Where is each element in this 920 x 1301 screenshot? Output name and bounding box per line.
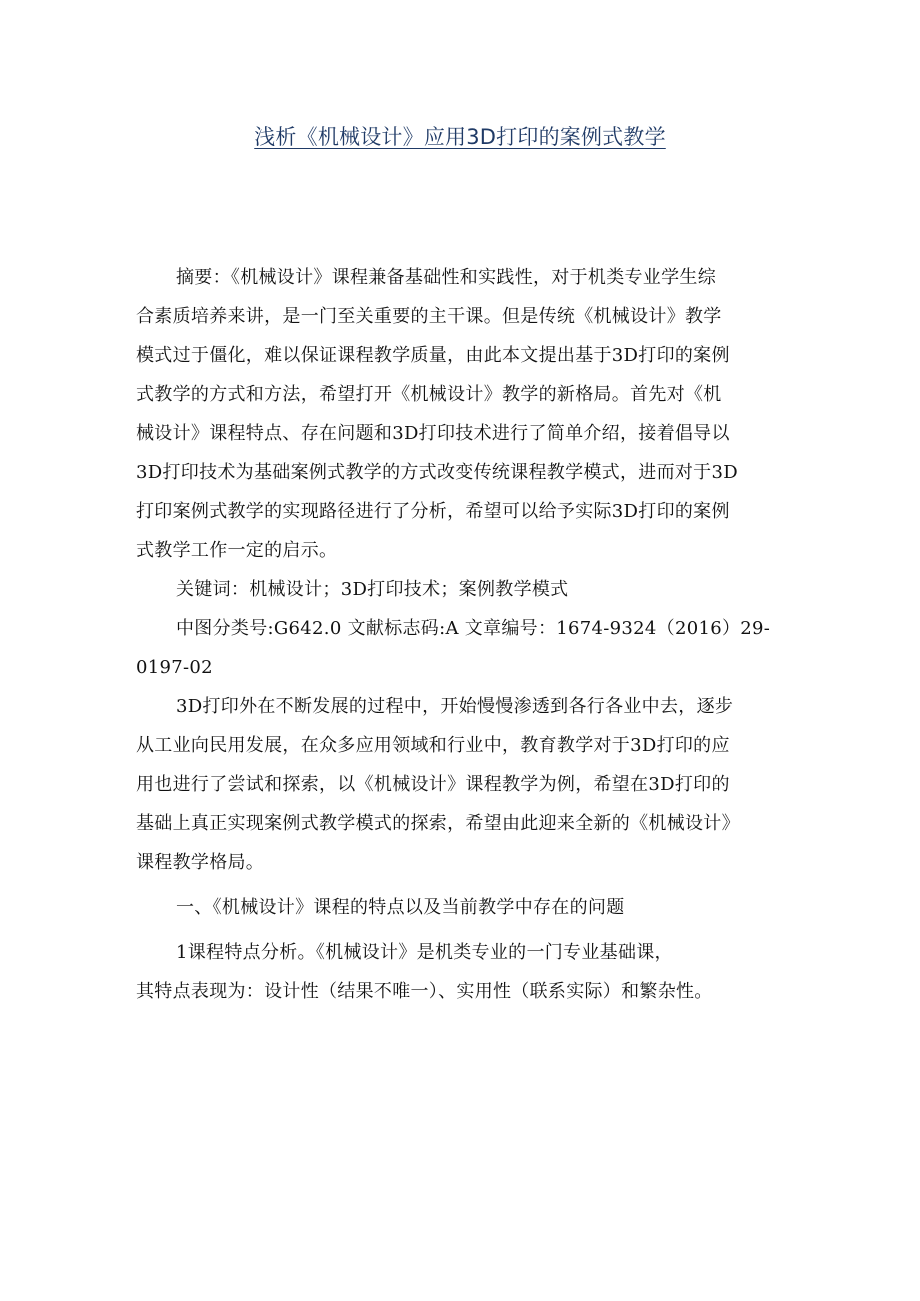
abstract-line: 合素质培养来讲，是一门至关重要的主干课。但是传统《机械设计》教学 bbox=[136, 306, 722, 327]
intro-line: 课程教学格局。 bbox=[136, 852, 265, 873]
classification-line: 中图分类号:G642.0 文献标志码:A 文章编号：1674-9324（2016）29- bbox=[176, 618, 771, 639]
abstract-line: 式教学的方式和方法，希望打开《机械设计》教学的新格局。首先对《机 bbox=[136, 384, 722, 405]
abstract-line: 模式过于僵化，难以保证课程教学质量，由此本文提出基于3D打印的案例 bbox=[136, 345, 730, 366]
intro-paragraph bbox=[136, 687, 791, 882]
abstract-line: 3D打印技术为基础案例式教学的方式改变传统课程教学模式，进而对于3D bbox=[136, 462, 738, 483]
classification-line-continued: 0197-02 bbox=[136, 657, 213, 678]
abstract-paragraph bbox=[136, 258, 791, 570]
abstract-line: 摘要：《机械设计》课程兼备基础性和实践性，对于机类专业学生综 bbox=[176, 267, 716, 288]
abstract-line: 式教学工作一定的启示。 bbox=[136, 540, 338, 561]
subsection-line: 其特点表现为：设计性（结果不唯一）、实用性（联系实际）和繁杂性。 bbox=[136, 981, 713, 1002]
document-title: 浅析《机械设计》应用3D打印的案例式教学 bbox=[254, 125, 666, 149]
document-body bbox=[136, 258, 791, 1011]
intro-line: 用也进行了尝试和探索，以《机械设计》课程教学为例，希望在3D打印的 bbox=[136, 774, 730, 795]
abstract-line: 械设计》课程特点、存在问题和3D打印技术进行了简单介绍，接着倡导以 bbox=[136, 423, 730, 444]
section-heading: 一、《机械设计》课程的特点以及当前教学中存在的问题 bbox=[176, 897, 625, 918]
intro-line: 从工业向民用发展，在众多应用领域和行业中，教育教学对于3D打印的应 bbox=[136, 735, 730, 756]
subsection-paragraph bbox=[136, 933, 791, 1011]
intro-line: 3D打印外在不断发展的过程中，开始慢慢渗透到各行各业中去，逐步 bbox=[176, 696, 734, 717]
abstract-line: 打印案例式教学的实现路径进行了分析，希望可以给予实际3D打印的案例 bbox=[136, 501, 730, 522]
keywords-line: 关键词：机械设计；3D打印技术；案例教学模式 bbox=[176, 579, 569, 600]
subsection-line: 1课程特点分析。《机械设计》是机类专业的一门专业基础课， bbox=[176, 942, 673, 963]
intro-line: 基础上真正实现案例式教学模式的探索，希望由此迎来全新的《机械设计》 bbox=[136, 813, 740, 834]
